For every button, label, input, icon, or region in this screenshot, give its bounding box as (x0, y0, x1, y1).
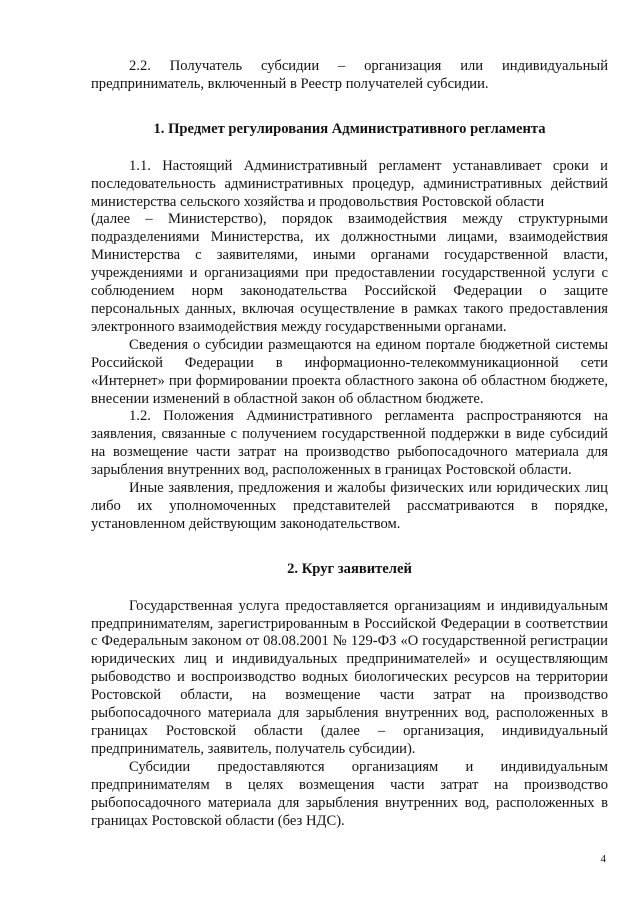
paragraph-1-2: 1.2. Положения Административного регламента распространяются на заявления, связанные с получением государственной поддержки в виде субсидий на возмещение части затрат на производство рыбопосадочного материала для зарыбления внутренних вод, расположенных в границах Ростовской области. (91, 408, 608, 479)
paragraph-gosudarstvennaya-usluga: Государственная услуга предоставляется организациям и индивидуальным предпринимателям, зарегистрированным в Российской Федерации в соответствии с Федеральным законом от 08.08.2001 № 129-ФЗ «О государственной регистрации юридических лиц и индивидуальных предпринимателей» и осуществляющим рыбоводство и воспроизводство водных биологических ресурсов на территории Ростовской области, на возмещение части затрат на производство рыбопосадочного материала для зарыбления внутренних вод, расположенных в границах Ростовской области (далее – организация, индивидуальный предприниматель, заявитель, получатель субсидии). (91, 597, 608, 757)
section-heading-1: 1. Предмет регулирования Административного регламента (153, 120, 546, 137)
paragraph-subsidii: Субсидии предоставляются организациям и индивидуальным предпринимателям в целях возмещения части затрат на производство рыбопосадочного материала для зарыбления внутренних вод, расположенных в границах Ростовской области (без НДС). (91, 758, 608, 829)
page-number: 4 (600, 853, 606, 865)
paragraph-inye-zayavleniya: Иные заявления, предложения и жалобы физических или юридических лиц либо их уполномоченных представителей рассматриваются в порядке, установленном действующим законодательством. (91, 480, 608, 532)
paragraph-1-1-part-a: 1.1. Настоящий Административный регламент устанавливает сроки и последовательность административных процедур, административных действий министерства сельского хозяйства и продовольствия Ростовской области (91, 157, 608, 210)
paragraph-2-2: 2.2. Получатель субсидии – организация или индивидуальный предприниматель, включенный в Реестр получателей субсидии. (91, 58, 608, 92)
paragraph-svedeniya: Сведения о субсидии размещаются на едином портале бюджетной системы Российской Федерации в информационно-телекоммуникационной сети «Интернет» при формировании проекта областного закона об областном бюджете, внесении изменений в областной закон об областном бюджете. (91, 336, 608, 407)
section-heading-2: 2. Круг заявителей (287, 560, 412, 577)
document-body (91, 58, 608, 830)
paragraph-1-1-part-b: (далее – Министерство), порядок взаимодействия между структурными подразделениями Министерства, их должностными лицами, взаимодействия Министерства с заявителями, иными органами государственной власти, учреждениями и организациями при предоставлении государственной услуги с соблюдением норм законодательства Российской Федерации о защите персональных данных, включая осуществление в рамках такого предоставления электронного взаимодействия между государственными органами. (91, 211, 608, 335)
